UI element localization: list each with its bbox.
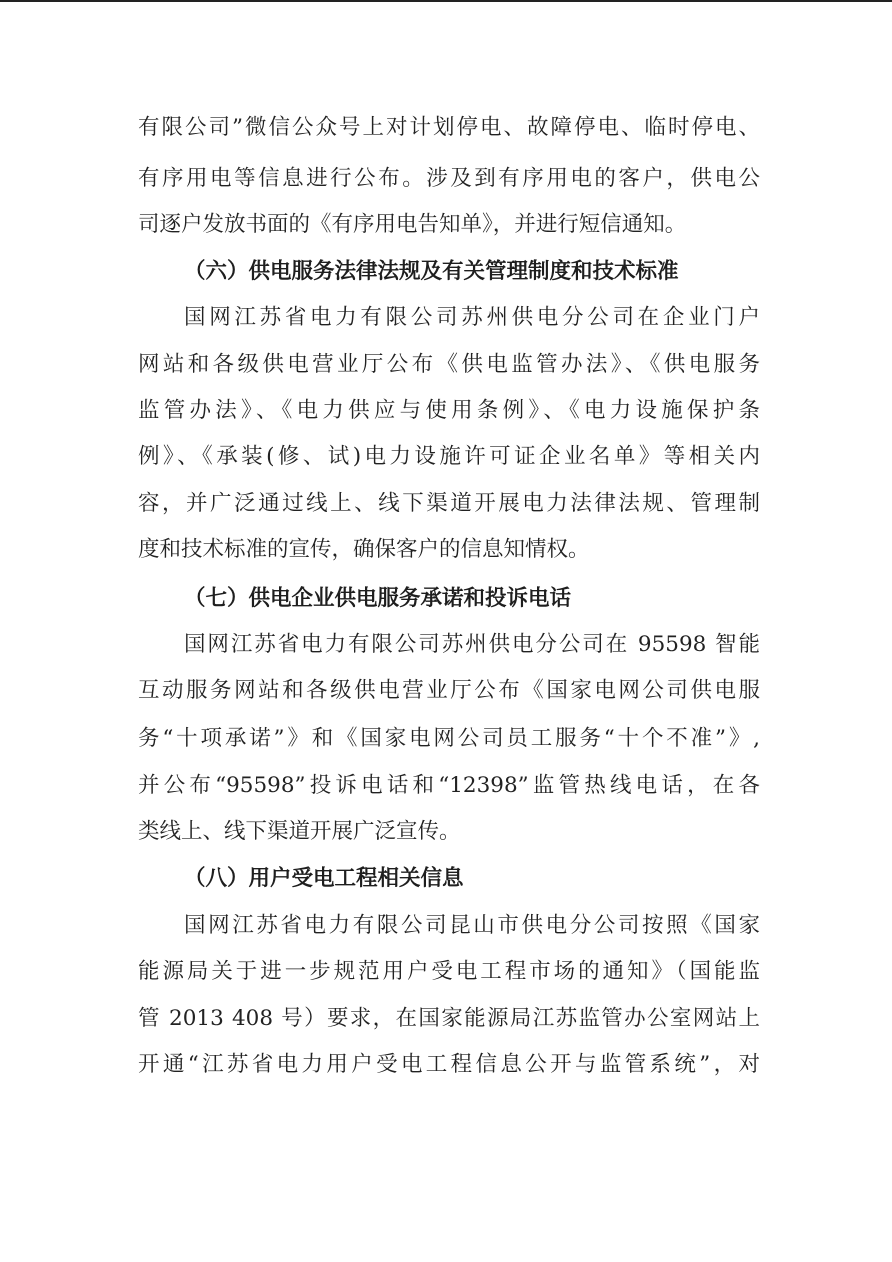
paragraph-line: 度和技术标准的宣传，确保客户的信息知情权。 xyxy=(138,537,590,562)
paragraph-line: 开通“江苏省电力用户受电工程信息公开与监管系统”，对 xyxy=(138,1052,760,1077)
paragraph-line: 互动服务网站和各级供电营业厅公布《国家电网公司供电服 xyxy=(138,678,760,703)
paragraph-line: 容，并广泛通过线上、线下渠道开展电力法律法规、管理制 xyxy=(138,491,760,516)
paragraph-line: 有限公司”微信公众号上对计划停电、故障停电、临时停电、 xyxy=(138,115,760,140)
section-heading-6: （六）供电服务法律法规及有关管理制度和技术标准 xyxy=(184,259,679,284)
paragraph-line: 类线上、线下渠道开展广泛宣传。 xyxy=(138,819,461,844)
paragraph-line: 国网江苏省电力有限公司昆山市供电分公司按照《国家 xyxy=(184,913,760,938)
section-heading-7: （七）供电企业供电服务承诺和投诉电话 xyxy=(184,586,572,611)
top-border-rule xyxy=(0,0,892,2)
paragraph-line: 能源局关于进一步规范用户受电工程市场的通知》（国能监 xyxy=(138,959,760,984)
paragraph-line: 网站和各级供电营业厅公布《供电监管办法》、《供电服务 xyxy=(138,352,760,377)
section-heading-8: （八）用户受电工程相关信息 xyxy=(184,866,464,891)
paragraph-line: 并公布“95598”投诉电话和“12398”监管热线电话，在各 xyxy=(138,773,760,798)
paragraph-line: 监管办法》、《电力供应与使用条例》、《电力设施保护条 xyxy=(138,398,760,423)
paragraph-line: 国网江苏省电力有限公司苏州供电分公司在 95598 智能 xyxy=(184,632,760,657)
paragraph-line: 有序用电等信息进行公布。涉及到有序用电的客户，供电公 xyxy=(138,166,760,191)
paragraph-line: 司逐户发放书面的《有序用电告知单》，并进行短信通知。 xyxy=(138,212,687,237)
paragraph-line: 国网江苏省电力有限公司苏州供电分公司在企业门户 xyxy=(184,305,760,330)
paragraph-line: 管 2013 408 号）要求，在国家能源局江苏监管办公室网站上 xyxy=(138,1006,760,1031)
paragraph-line: 例》、《承装(修、试)电力设施许可证企业名单》等相关内 xyxy=(138,444,760,469)
paragraph-line: 务“十项承诺”》和《国家电网公司员工服务“十个不准”》, xyxy=(138,726,760,751)
